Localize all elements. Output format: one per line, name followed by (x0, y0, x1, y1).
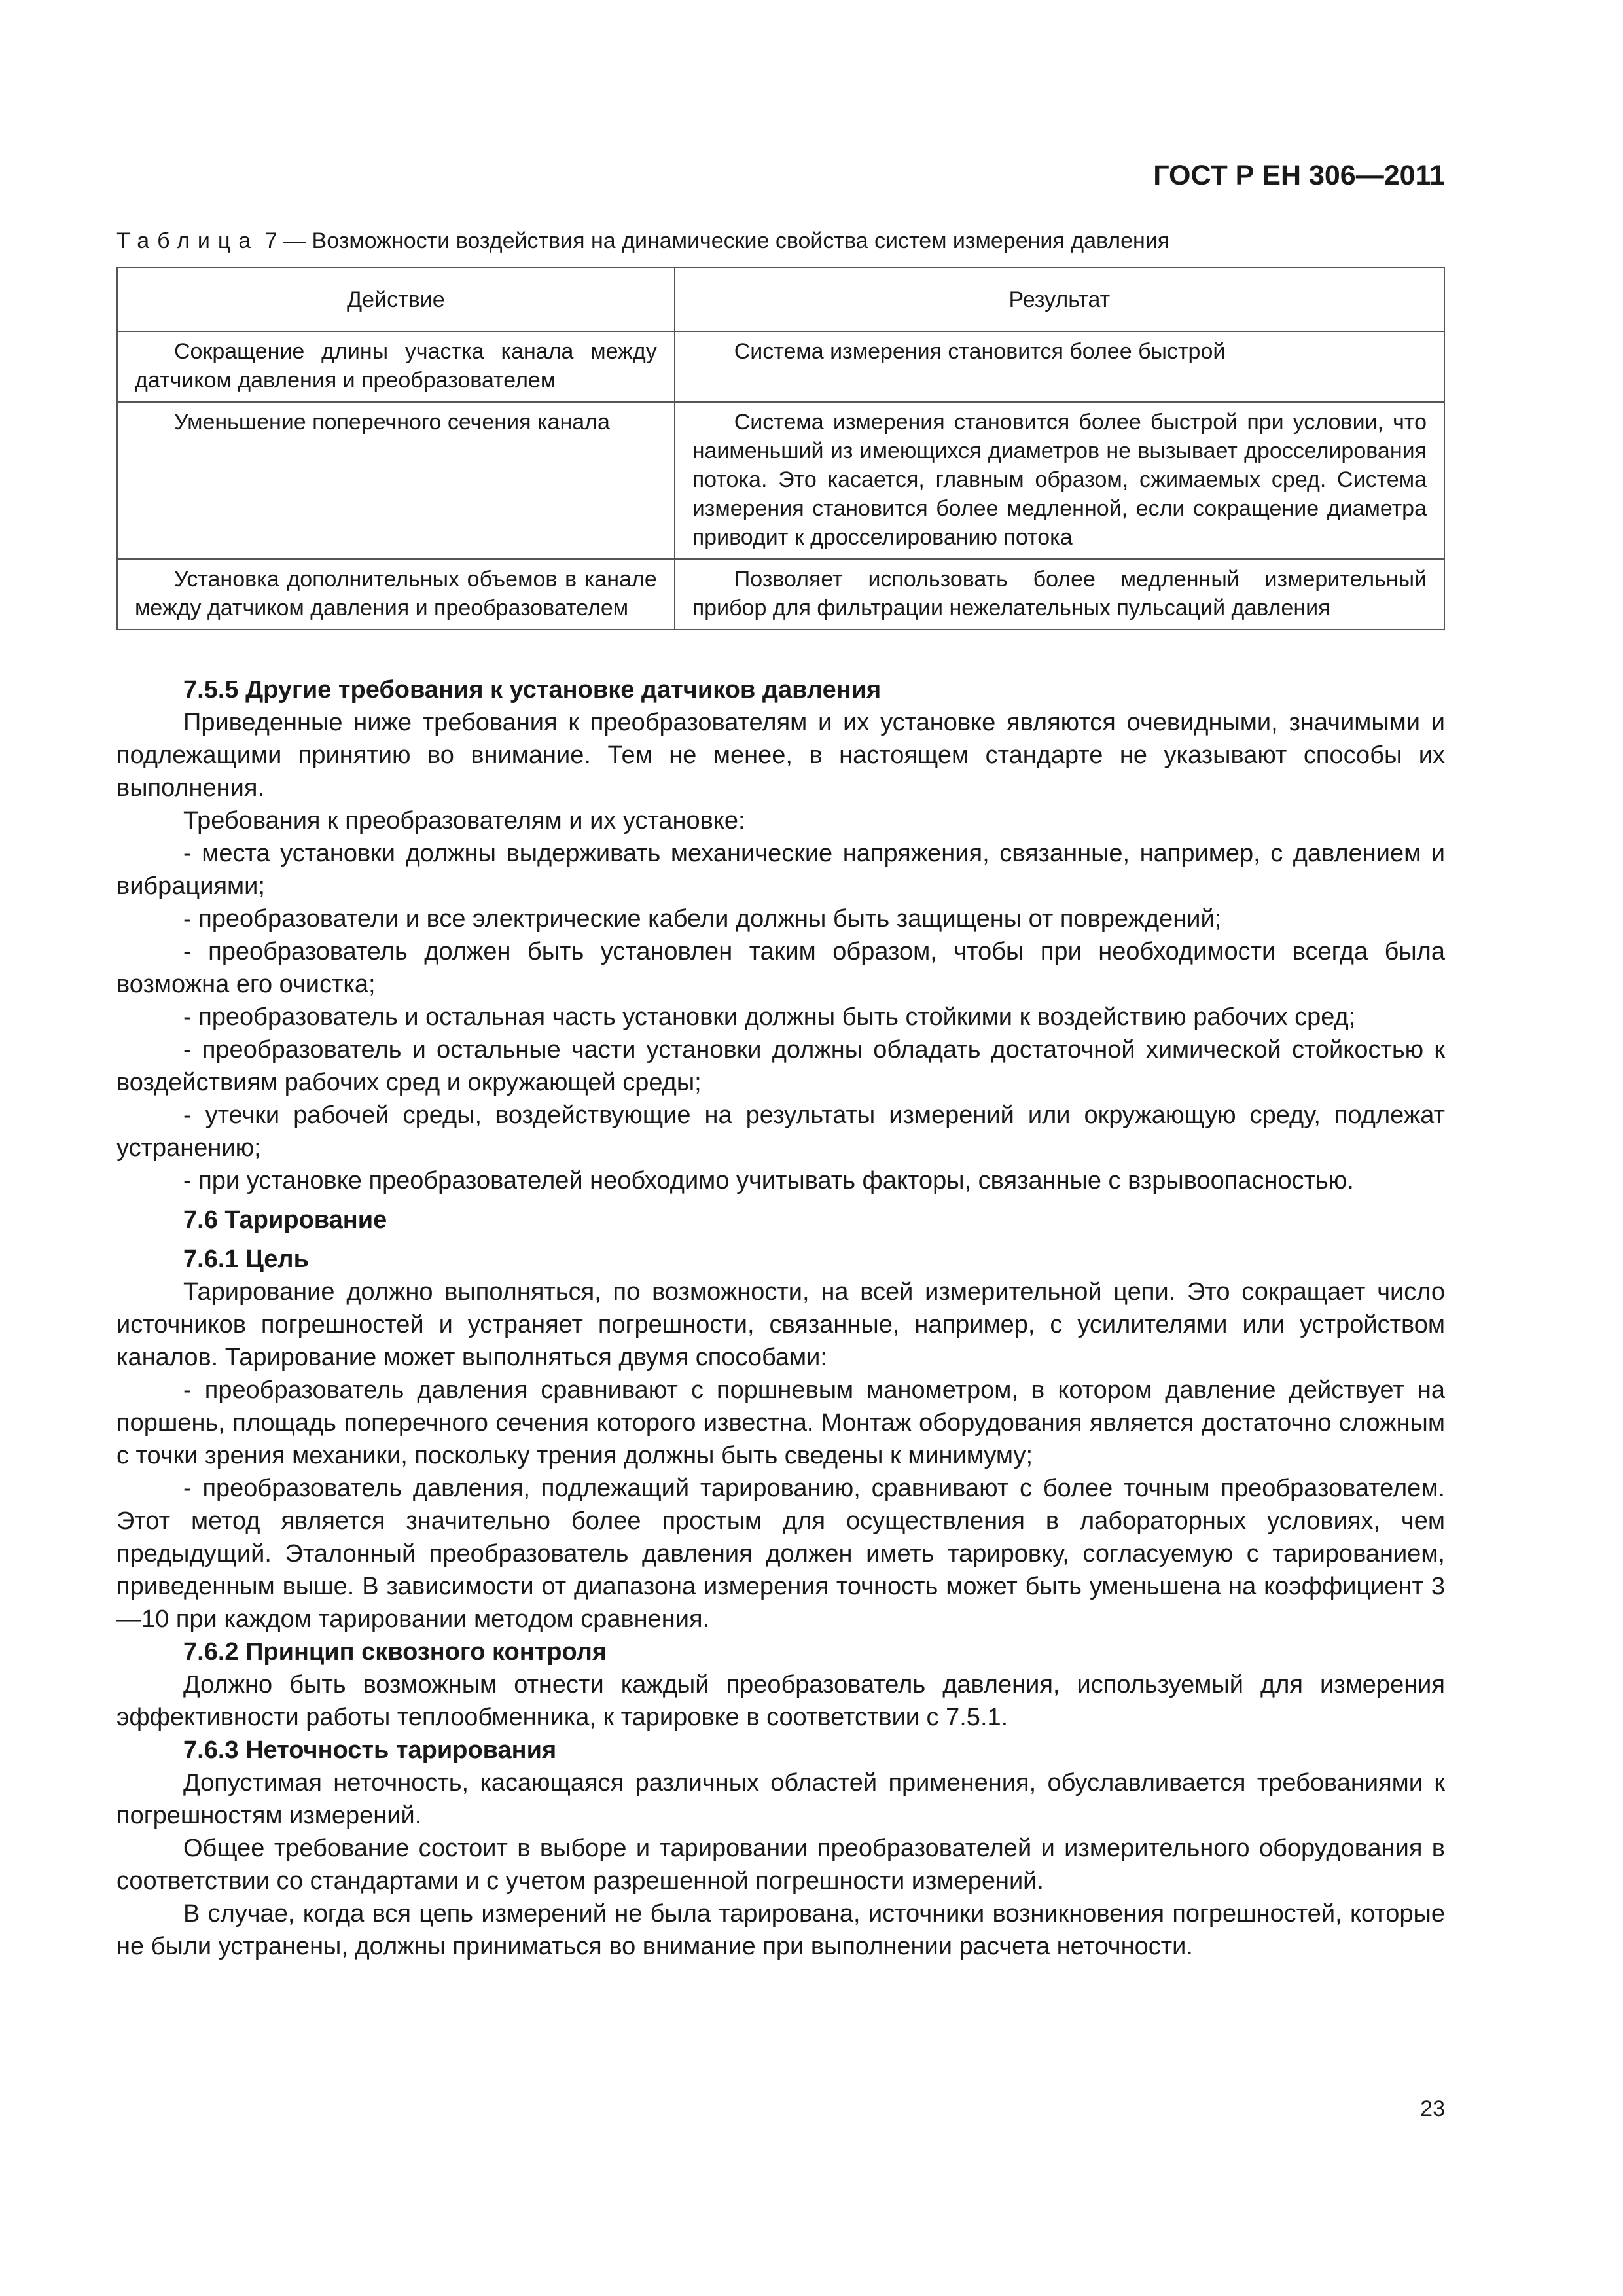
paragraph: В случае, когда вся цепь измерений не была тарирована, источники возникновения погрешностей, которые не были устранены, должны приниматься во внимание при выполнении расчета неточности. (116, 1900, 1445, 1960)
table-cell-result: Система измерения становится более быстрой при условии, что наименьший из имеющихся диаметров не вызывает дросселирования потока. Это касается, главным образом, сжимаемых сред. Система измерения становится более медленной, если сокращение диаметра приводит к дросселированию потока (675, 402, 1444, 559)
table-cell-result: Система измерения становится более быстрой (675, 331, 1444, 402)
paragraph: Должно быть возможным отнести каждый преобразователь давления, используемый для измерения эффективности работы теплообменника, к тарировке в соответствии с 7.5.1. (116, 1671, 1445, 1731)
column-header-result: Результат (675, 268, 1444, 331)
document-id: ГОСТ Р ЕН 306—2011 (1153, 160, 1445, 191)
document-page (116, 157, 1445, 1963)
table-caption-prefix: Таблица (116, 228, 259, 253)
list-item: - преобразователь давления, подлежащий тарированию, сравнивают с более точным преобразователем. Этот метод является значительно более простым для осуществления в лабораторных условиях, чем предыдущий. Эталонный преобразователь давления должен иметь тарировку, согласуемую с тарированием, приведенным выше. В зависимости от диапазона измерения точность может быть уменьшена на коэффициент 3—10 при каждом тарировании методом сравнения. (116, 1475, 1445, 1633)
section-heading-7-6-1: 7.6.1 Цель (183, 1246, 309, 1273)
body-text (116, 673, 1445, 1963)
table-header-row (117, 268, 1444, 331)
column-header-action: Действие (117, 268, 675, 331)
section-heading-7-6-2: 7.6.2 Принцип сквозного контроля (183, 1638, 607, 1666)
list-item: - преобразователь и остальные части установки должны обладать достаточной химической стойкостью к воздействиям рабочих сред и окружающей среды; (116, 1036, 1445, 1096)
paragraph: Тарирование должно выполняться, по возможности, на всей измерительной цепи. Это сокращает число источников погрешностей и устраняет погрешности, связанные, например, с усилителями или устройством каналов. Тарирование может выполняться двумя способами: (116, 1278, 1445, 1371)
table-cell-result: Позволяет использовать более медленный измерительный прибор для фильтрации нежелательных пульсаций давления (675, 559, 1444, 630)
paragraph: Требования к преобразователям и их установке: (183, 807, 745, 834)
list-item: - преобразователь и остальная часть установки должны быть стойкими к воздействию рабочих сред; (183, 1003, 1356, 1031)
table-caption-text: 7 — Возможности воздействия на динамические свойства систем измерения давления (259, 228, 1170, 253)
list-item: - преобразователь давления сравнивают с поршневым манометром, в котором давление действует на поршень, площадь поперечного сечения которого известна. Монтаж оборудования является достаточно сложным с точки зрения механики, поскольку трения должны быть сведены к минимуму; (116, 1376, 1445, 1469)
paragraph: Общее требование состоит в выборе и тарировании преобразователей и измерительного оборудования в соответствии со стандартами и с учетом разрешенной погрешности измерений. (116, 1835, 1445, 1895)
paragraph: Допустимая неточность, касающаяся различных областей применения, обуславливается требованиями к погрешностям измерений. (116, 1769, 1445, 1829)
table-caption (116, 226, 1445, 255)
effects-table (116, 267, 1445, 630)
list-item: - утечки рабочей среды, воздействующие на результаты измерений или окружающую среду, подлежат устранению; (116, 1102, 1445, 1162)
table-row (117, 402, 1444, 559)
list-item: - при установке преобразователей необходимо учитывать факторы, связанные с взрывоопасностью. (183, 1167, 1354, 1194)
section-heading-7-6-3: 7.6.3 Неточность тарирования (183, 1736, 557, 1764)
section-heading-7-5-5: 7.5.5 Другие требования к установке датчиков давления (183, 676, 882, 704)
table-cell-action: Уменьшение поперечного сечения канала (117, 402, 675, 559)
paragraph: Приведенные ниже требования к преобразователям и их установке являются очевидными, значимыми и подлежащими принятию во внимание. Тем не менее, в настоящем стандарте не указывают способы их выполнения. (116, 709, 1445, 802)
list-item: - преобразователь должен быть установлен таким образом, чтобы при необходимости всегда была возможна его очистка; (116, 938, 1445, 998)
list-item: - места установки должны выдерживать механические напряжения, связанные, например, с давлением и вибрациями; (116, 840, 1445, 900)
table-row (117, 331, 1444, 402)
table-cell-action: Установка дополнительных объемов в канале между датчиком давления и преобразователем (117, 559, 675, 630)
table-row (117, 559, 1444, 630)
table-cell-action: Сокращение длины участка канала между датчиком давления и преобразователем (117, 331, 675, 402)
page-number: 23 (1420, 2096, 1445, 2121)
list-item: - преобразователи и все электрические кабели должны быть защищены от повреждений; (183, 905, 1222, 933)
section-heading-7-6: 7.6 Тарирование (183, 1206, 387, 1234)
